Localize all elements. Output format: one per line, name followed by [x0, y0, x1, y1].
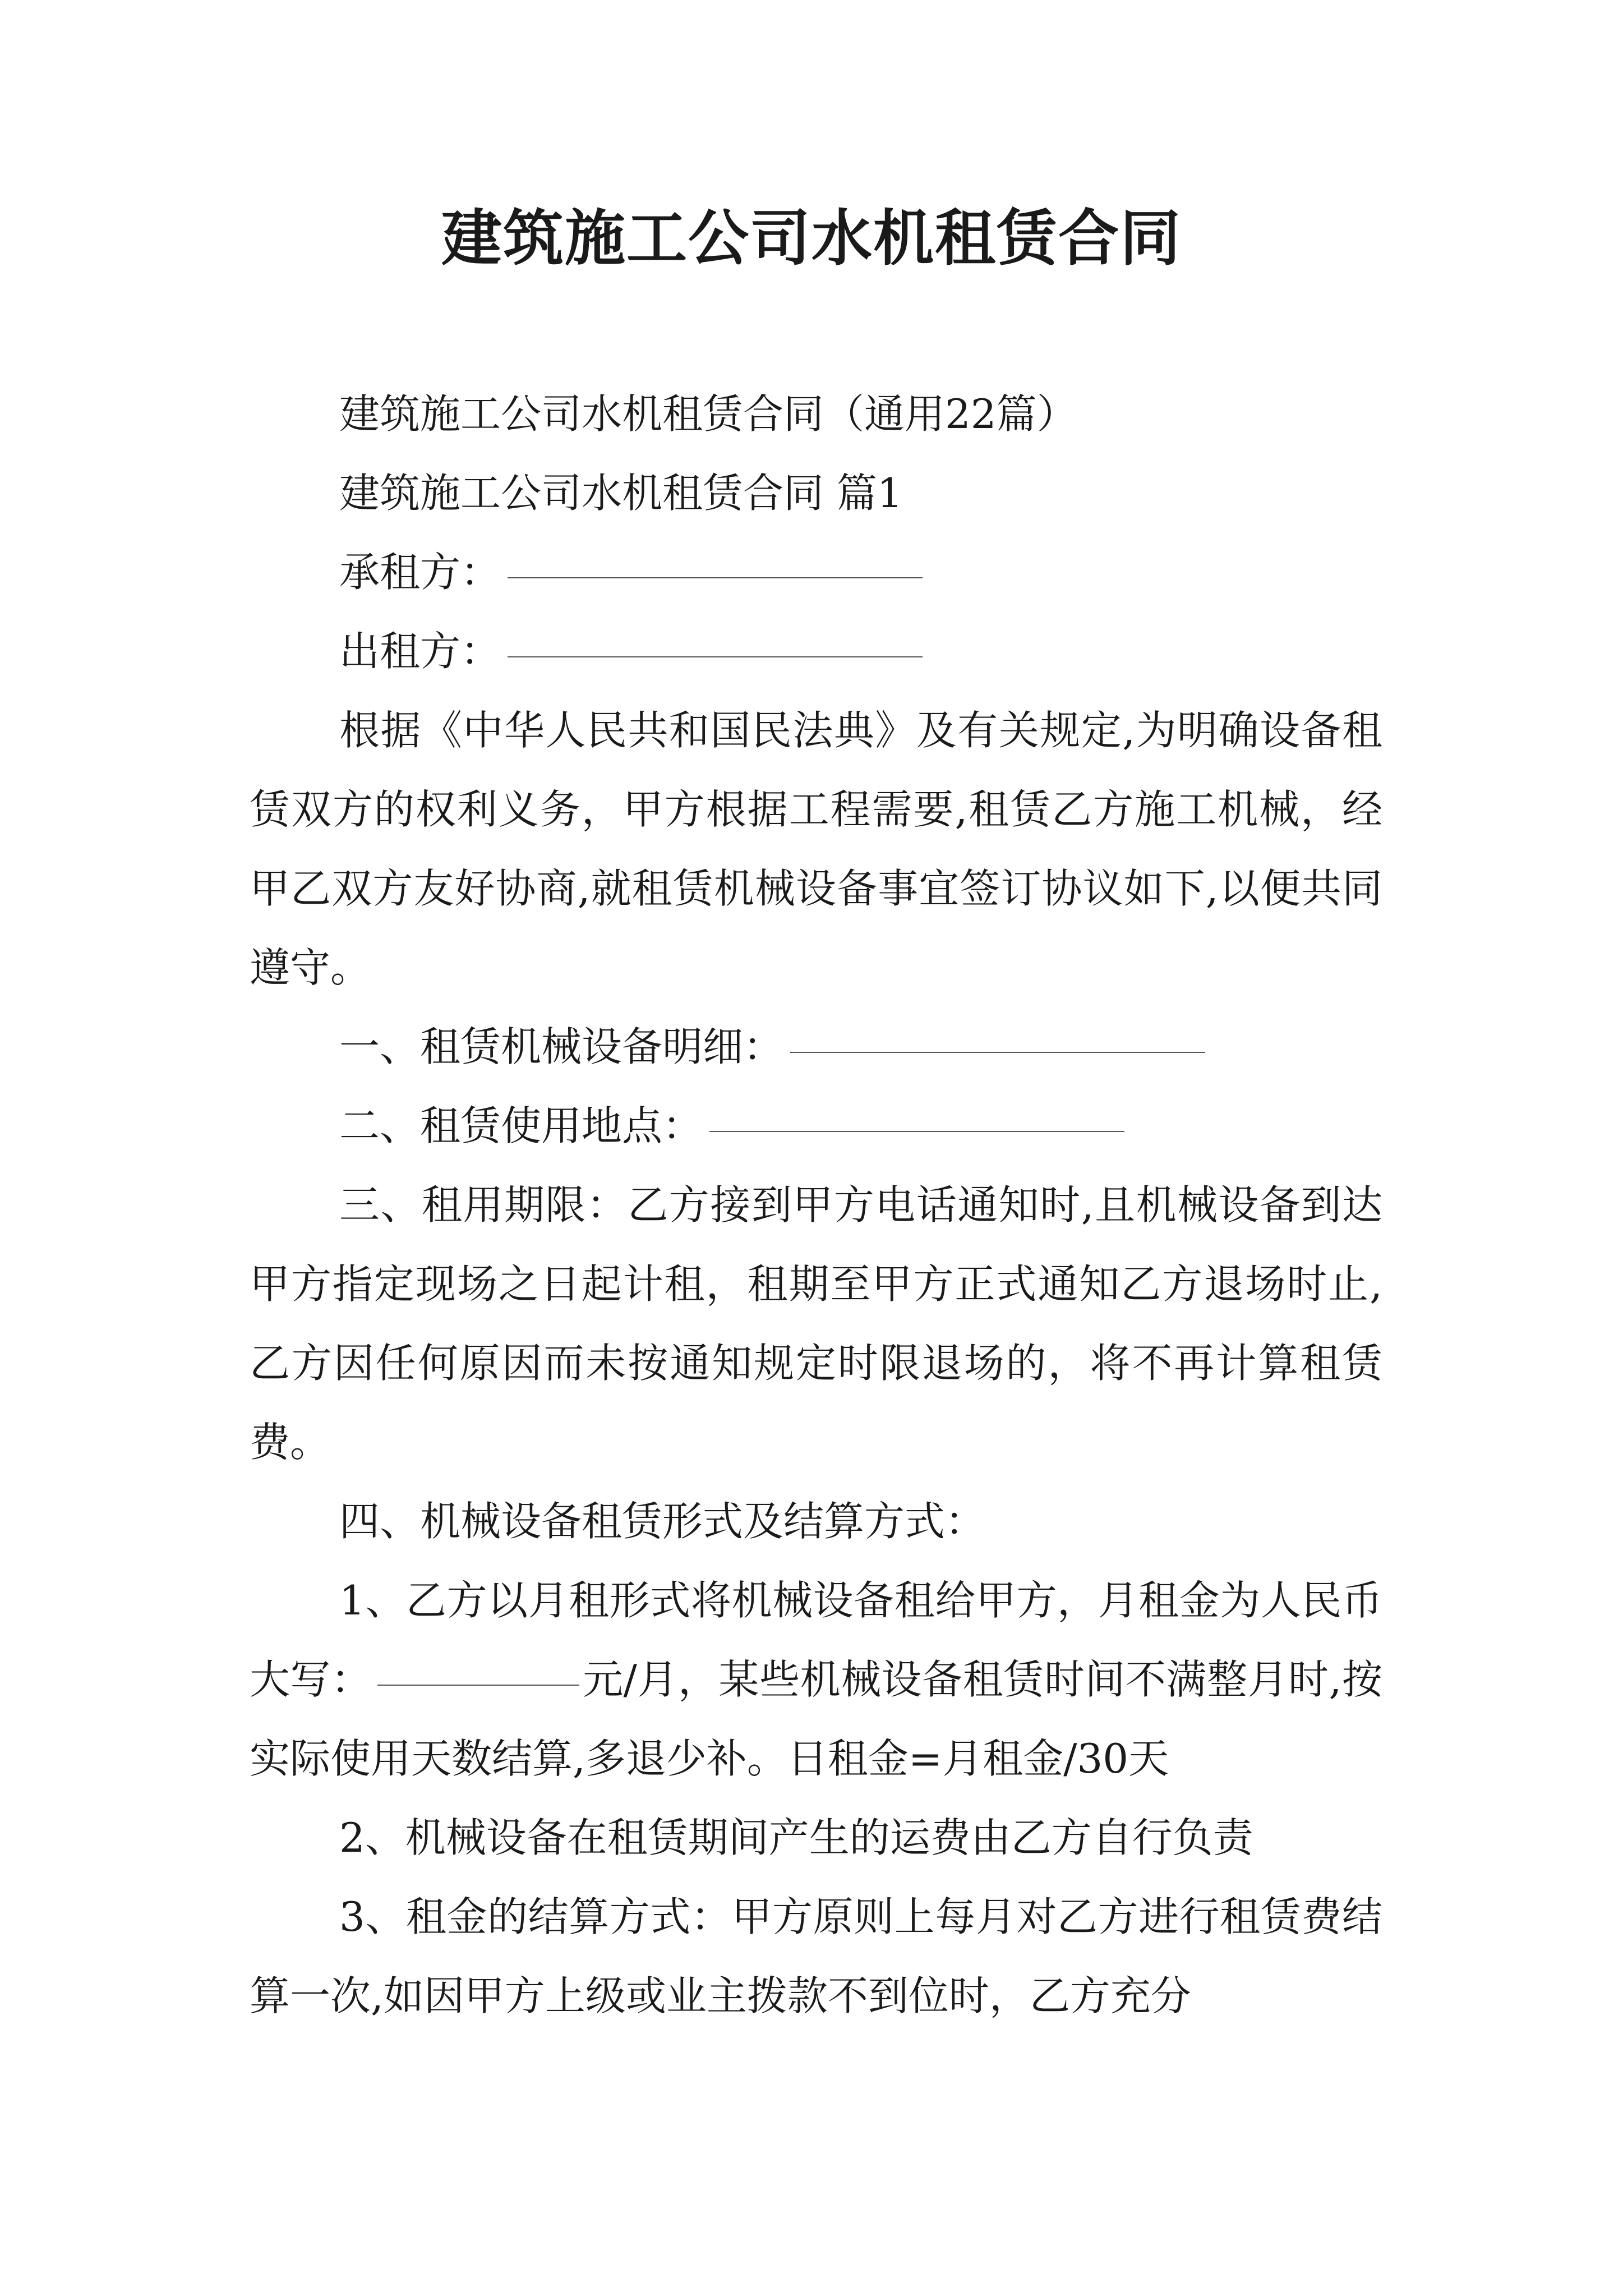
item-1-paragraph: [250, 1561, 1382, 1798]
clause-4-heading: 四、机械设备租赁形式及结算方式：: [339, 1498, 986, 1545]
rent-amount-blank: [377, 1685, 579, 1686]
document-title: 建筑施工公司水机租赁合同: [441, 203, 1182, 274]
document-body: [250, 375, 1382, 2036]
clause-1-blank: [790, 1052, 1205, 1053]
item-2-paragraph: 2、机械设备在租赁期间产生的运费由乙方自行负责: [339, 1814, 1253, 1861]
clause-1-line: [250, 1007, 1382, 1087]
clause-2-line: [250, 1087, 1382, 1166]
lessor-label: 出租方：: [339, 628, 501, 675]
lessor-blank: [508, 656, 923, 657]
lessee-blank: [508, 577, 923, 578]
item-1-part-2: 元/月，某些机械设备租赁时间不满整月时,按实际使用天数结算,多退少补。日租金=月租金/30天: [250, 1656, 1382, 1782]
clause-2-label: 二、租赁使用地点：: [339, 1102, 703, 1149]
item-3-paragraph: 3、租金的结算方式：甲方原则上每月对乙方进行租赁费结算一次,如因甲方上级或业主拨款不到位时，乙方充分: [250, 1893, 1382, 2019]
clause-1-label: 一、租赁机械设备明细：: [339, 1023, 784, 1070]
lessor-line: [250, 612, 1382, 691]
clause-3-paragraph: 三、租用期限：乙方接到甲方电话通知时,且机械设备到达甲方指定现场之日起计租，租期至甲方正式通知乙方退场时止,乙方因任何原因而未按通知规定时限退场的，将不再计算租赁费。: [250, 1181, 1382, 1466]
intro-paragraph: 根据《中华人民共和国民法典》及有关规定,为明确设备租赁双方的权利义务，甲方根据工程需要,租赁乙方施工机械，经甲乙双方友好协商,就租赁机械设备事宜签订协议如下,以便共同遵守。: [250, 707, 1382, 991]
section-heading: 建筑施工公司水机租赁合同 篇1: [339, 470, 903, 517]
clause-2-blank: [709, 1131, 1124, 1132]
lessee-line: [250, 533, 1382, 612]
lessee-label: 承租方：: [339, 549, 501, 596]
document-subtitle: 建筑施工公司水机租赁合同（通用22篇）: [339, 390, 1077, 438]
item-1-part-1: 1、乙方以月租形式将机械设备租给甲方，月租金为人民币大写：: [250, 1577, 1382, 1703]
